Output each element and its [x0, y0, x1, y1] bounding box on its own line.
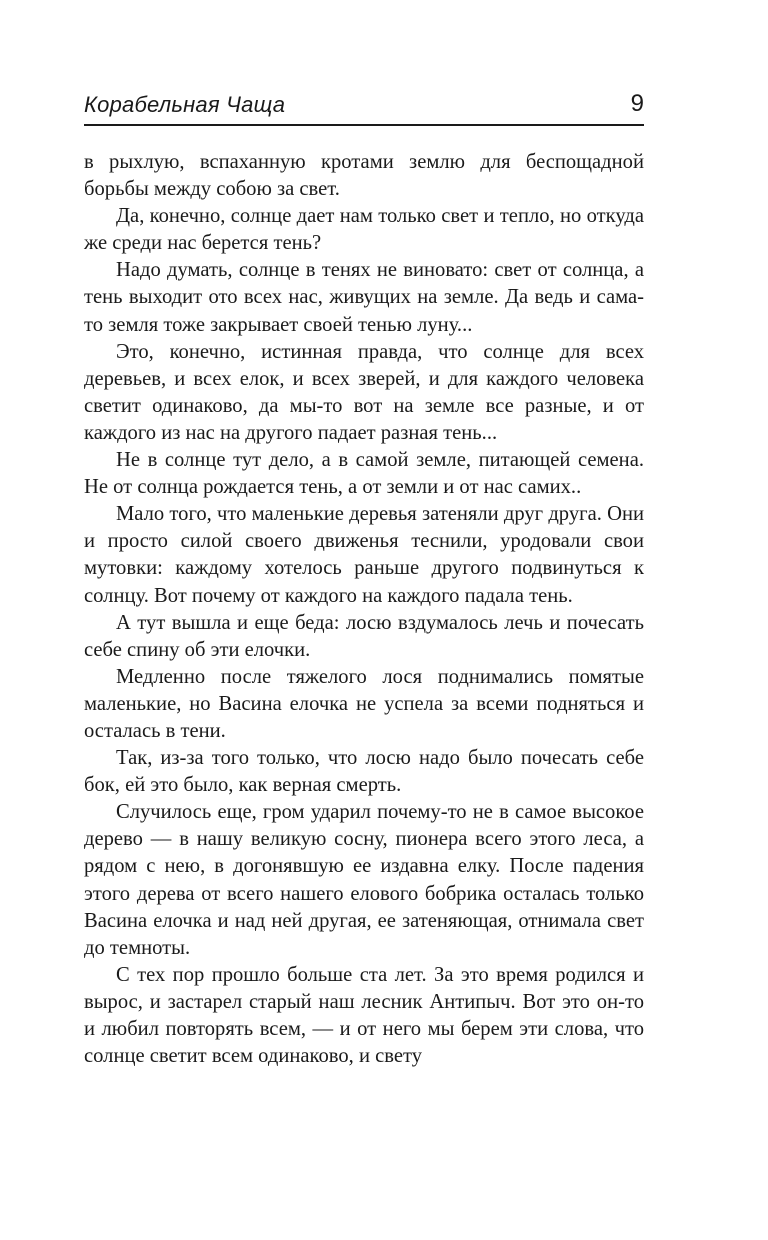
paragraph: Не в солнце тут дело, а в самой земле, питающей семена. Не от солнца рождается тень, а от земли и от нас самих..	[84, 449, 644, 499]
paragraph: Это, конечно, истинная правда, что солнце для всех деревьев, и всех елок, и всех зверей, и для каждого человека светит одинаково, да мы-то вот на земле все разные, и от каждого из нас на другого падает разная тень...	[84, 340, 644, 444]
paragraph: Случилось еще, гром ударил почему-то не в самое высокое дерево — в нашу великую сосну, пионера всего этого леса, а рядом с нею, в догонявшую ее издавна елку. После падения этого дерева от всего нашего елового бобрика осталась только Васина елочка и над ней другая, ее затеняющая, отнимала свет до темноты.	[84, 801, 644, 959]
paragraph: А тут вышла и еще беда: лосю вздумалось лечь и почесать себе спину об эти елочки.	[84, 611, 644, 661]
running-header	[84, 88, 644, 126]
running-title: Корабельная Чаща	[84, 92, 286, 117]
paragraph: Мало того, что маленькие деревья затеняли друг друга. Они и просто силой своего движенья теснили, уродовали свои мутовки: каждому хотелось раньше другого подвинуться к солнцу. Вот почему от каждого на каждого падала тень.	[84, 503, 644, 607]
paragraph-continued: в рыхлую, вспаханную кротами землю для беспощадной борьбы между собою за свет.	[84, 151, 644, 201]
paragraph: С тех пор прошло больше ста лет. За это время родился и вырос, и застарел старый наш лесник Антипыч. Вот это он-то и любил повторять всем, — и от него мы берем эти слова, что солнце светит всем одинаково, и свету	[84, 963, 644, 1068]
paragraph: Надо думать, солнце в тенях не виновато: свет от солнца, а тень выходит ото всех нас, живущих на земле. Да ведь и сама-то земля тоже закрывает своей тенью луну...	[84, 259, 644, 336]
paragraph: Так, из-за того только, что лосю надо было почесать себе бок, ей это было, как верная смерть.	[84, 747, 644, 797]
paragraph: Медленно после тяжелого лося поднимались помятые маленькие, но Васина елочка не успела за всеми подняться и осталась в тени.	[84, 665, 644, 742]
page-number: 9	[630, 90, 644, 117]
body-text	[84, 149, 644, 1070]
paragraph: Да, конечно, солнце дает нам только свет и тепло, но откуда же среди нас берется тень?	[84, 205, 644, 255]
